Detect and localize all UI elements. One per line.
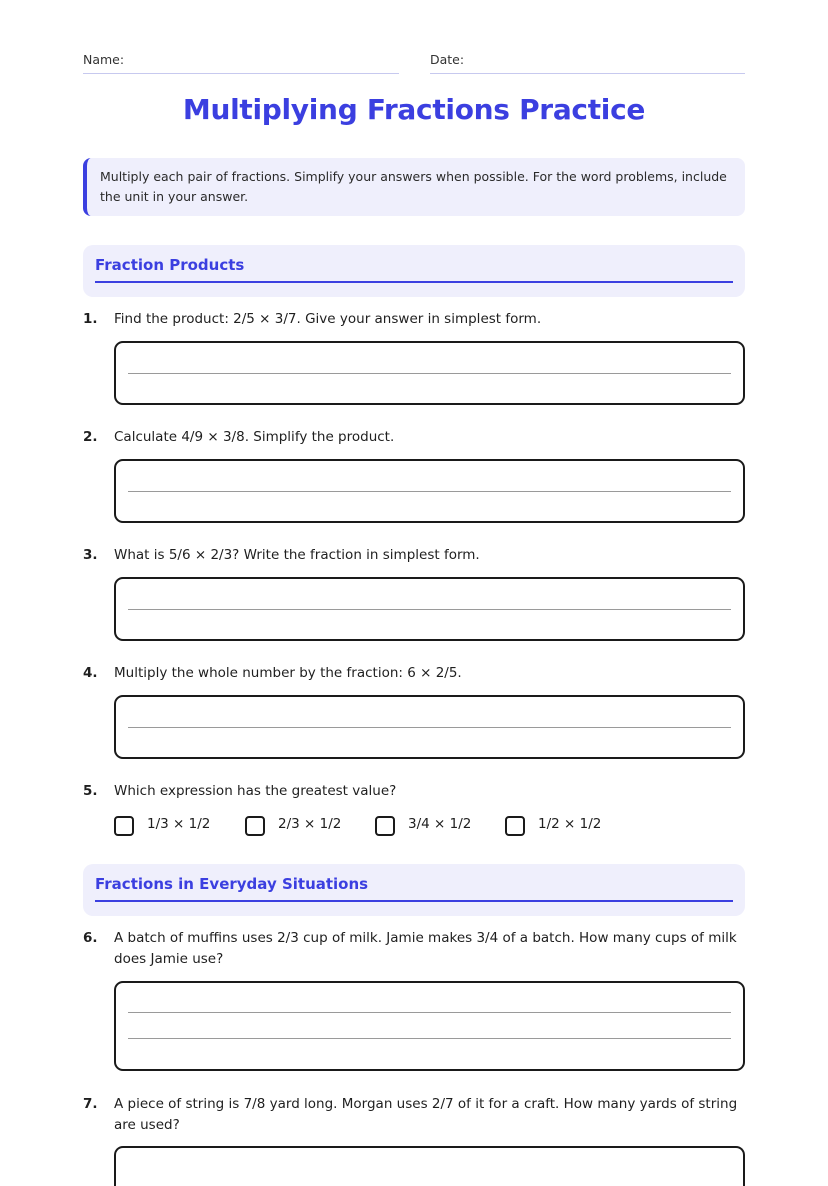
question-text: A batch of muffins uses 2/3 cup of milk. Jamie makes 3/4 of a batch. How many cups of milk does Jamie use? (114, 930, 737, 967)
answer-line (128, 1038, 731, 1039)
question-number: 2. (83, 429, 98, 445)
question-number: 1. (83, 311, 98, 327)
question-number: 6. (83, 930, 98, 946)
answer-box-4[interactable] (114, 695, 745, 759)
question-number: 5. (83, 783, 98, 799)
section-header-fraction-products (83, 245, 745, 297)
name-label: Name: (83, 52, 125, 67)
answer-line (128, 373, 731, 374)
answer-box-1[interactable] (114, 341, 745, 405)
checkbox[interactable] (245, 816, 265, 836)
choice-label: 2/3 × 1/2 (278, 816, 342, 832)
question-text: Multiply the whole number by the fraction: 6 × 2/5. (114, 665, 462, 681)
answer-box-2[interactable] (114, 459, 745, 523)
question-text: Find the product: 2/5 × 3/7. Give your answer in simplest form. (114, 311, 542, 327)
section-title: Fractions in Everyday Situations (95, 875, 369, 893)
date-label: Date: (430, 52, 465, 67)
question-number: 7. (83, 1096, 98, 1112)
section-title: Fraction Products (95, 256, 245, 274)
question-text: Calculate 4/9 × 3/8. Simplify the product. (114, 429, 395, 445)
name-field[interactable] (83, 52, 399, 74)
header-fields (83, 52, 745, 74)
answer-line (128, 1012, 731, 1013)
section-header-everyday-situations (83, 864, 745, 916)
checkbox[interactable] (375, 816, 395, 836)
checkbox[interactable] (114, 816, 134, 836)
page-title: Multiplying Fractions Practice (182, 93, 646, 126)
answer-line (128, 727, 731, 728)
section-divider (95, 900, 733, 902)
answer-line (128, 491, 731, 492)
choice-label: 1/3 × 1/2 (147, 816, 211, 832)
question-text: What is 5/6 × 2/3? Write the fraction in simplest form. (114, 547, 480, 563)
question-text: Which expression has the greatest value? (114, 783, 397, 799)
section-divider (95, 281, 733, 283)
question-text: A piece of string is 7/8 yard long. Morgan uses 2/7 of it for a craft. How many yards of string are used? (114, 1096, 738, 1133)
answer-line (128, 609, 731, 610)
question-number: 3. (83, 547, 98, 563)
answer-box-3[interactable] (114, 577, 745, 641)
date-field[interactable] (430, 52, 745, 74)
answer-box-6[interactable] (114, 981, 745, 1071)
choice-label: 3/4 × 1/2 (408, 816, 472, 832)
checkbox[interactable] (505, 816, 525, 836)
instructions-box (83, 158, 745, 216)
instructions-text: Multiply each pair of fractions. Simplify your answers when possible. For the word problems, include the unit in your answer. (100, 169, 727, 204)
choice-label: 1/2 × 1/2 (538, 816, 602, 832)
question-number: 4. (83, 665, 98, 681)
answer-box-7[interactable] (114, 1146, 745, 1186)
